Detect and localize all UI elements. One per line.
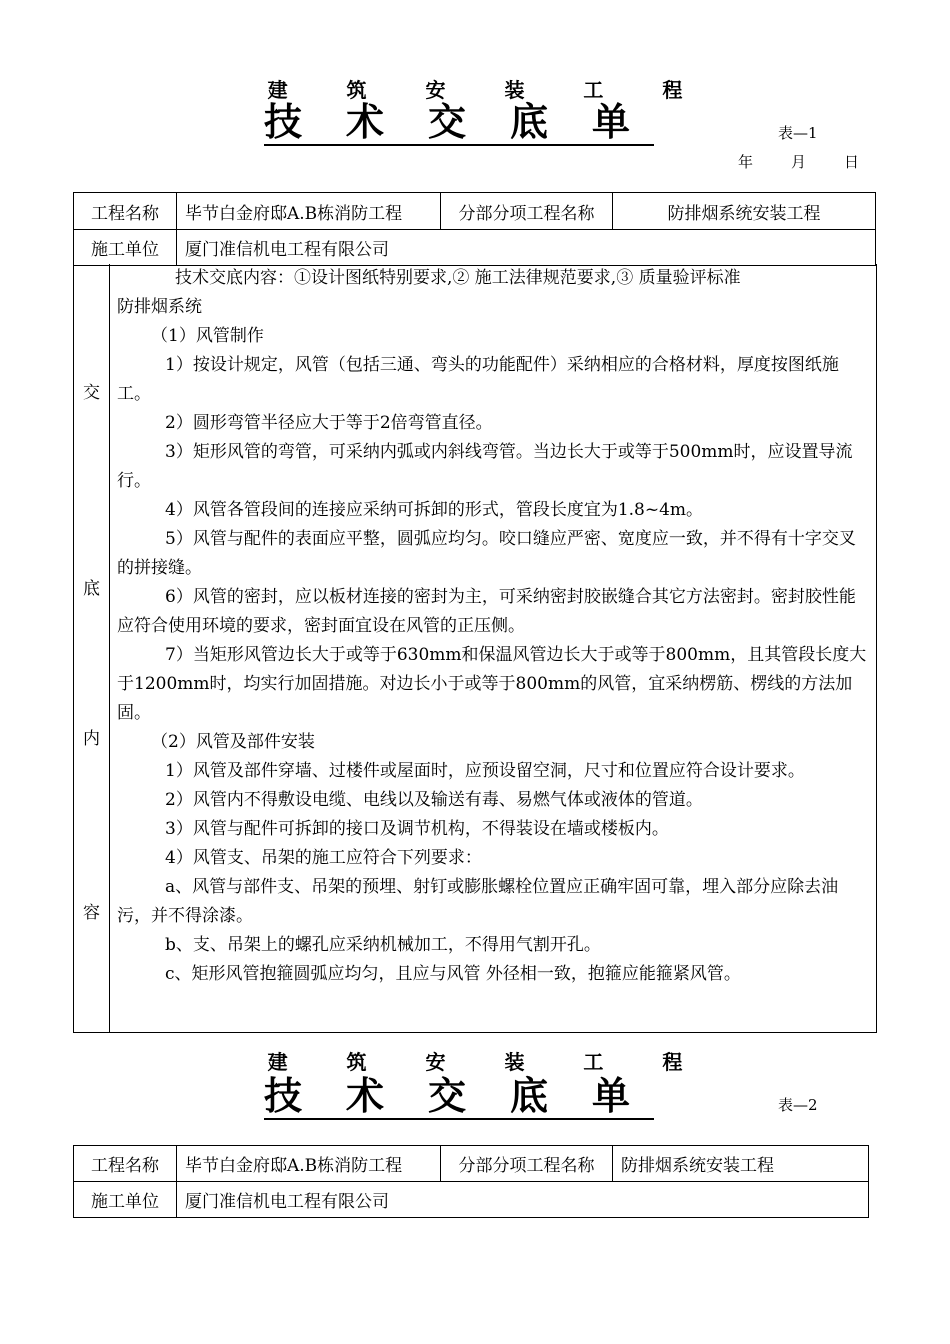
content-divider [109,264,110,1032]
content-item: b、支、吊架上的螺孔应采纳机械加工，不得用气割开孔。 [165,935,601,955]
content-item: 7）当矩形风管边长大于或等于630mm和保温风管边长大于或等于800mm，且其管段长度大于1200mm时，均实行加固措施。对边长小于或等于800mm的风管，宜采纳楞筋、楞线的方法加固。 [117,645,867,723]
sheet2-table [73,1145,869,1218]
sheet1-subtitle: 建 筑 安 装 工 程 [267,78,709,102]
project-name: 毕节白金府邸A.B栋消防工程 [177,193,441,230]
content-item: 3）矩形风管的弯管，可采纳内弧或内斜线弯管。当边长大于或等于500mm时，应设置导流行。 [117,442,853,491]
content-item: 2）风管内不得敷设电缆、电线以及输送有毒、易燃气体或液体的管道。 [165,790,703,810]
sheet2-title: 技术交底单 [264,1073,675,1118]
content-intro: 技术交底内容：①设计图纸特别要求,② 施工法律规范要求,③ 质量验评标准 [175,268,741,288]
content-item: c、矩形风管抱箍圆弧应均匀，且应与风管 外径相一致，抱箍应能箍紧风管。 [165,964,741,984]
content-section-1: （1）风管制作 [151,326,264,346]
date-month: 月 [791,153,807,171]
sheet1-title: 技术交底单 [264,99,675,144]
label-project-name: 工程名称 [74,193,177,230]
date-day: 日 [844,153,860,171]
side-char-2: 底 [83,579,100,599]
sheet2-row-unit [74,1182,869,1218]
label-sub-project: 分部分项工程名称 [441,193,613,230]
content-item: 4）风管各管段间的连接应采纳可拆卸的形式，管段长度宜为1.8~4m。 [165,500,704,520]
sheet1-content-box [73,264,877,1033]
sheet2-table-no: 表—2 [778,1096,818,1114]
content-item: 1）按设计规定，风管（包括三通、弯头的功能配件）采纳相应的合格材料，厚度按图纸施工。 [117,355,839,404]
content-item: 2）圆形弯管半径应大于等于2倍弯管直径。 [165,413,493,433]
label-construction-unit: 施工单位 [74,230,177,266]
sub-project-name: 防排烟系统安装工程 [613,1146,869,1182]
side-char-4: 容 [83,903,100,923]
label-sub-project: 分部分项工程名称 [441,1146,613,1182]
side-char-3: 内 [83,729,100,749]
content-item: 6）风管的密封，应以板材连接的密封为主，可采纳密封胶嵌缝合其它方法密封。密封胶性能应符合使用环境的要求，密封面宜设在风管的正压侧。 [117,587,856,636]
content-text [117,264,869,989]
side-char-1: 交 [83,383,100,403]
label-construction-unit: 施工单位 [74,1182,177,1218]
content-item: 3）风管与配件可拆卸的接口及调节机构，不得装设在墙或楼板内。 [165,819,669,839]
sheet1-table-no: 表—1 [778,124,818,142]
content-item: 5）风管与配件的表面应平整，圆弧应均匀。咬口缝应严密、宽度应一致，并不得有十字交叉的拼接缝。 [117,529,856,578]
content-item: 1）风管及部件穿墙、过楼件或屋面时，应预设留空洞，尺寸和位置应符合设计要求。 [165,761,805,781]
content-section-2: （2）风管及部件安装 [151,732,315,752]
sheet2-row-project [74,1146,869,1182]
sheet1-date [700,151,859,172]
sub-project-name: 防排烟系统安装工程 [613,193,876,230]
date-year: 年 [738,153,754,171]
construction-unit-name: 厦门准信机电工程有限公司 [177,230,876,266]
label-project-name: 工程名称 [74,1146,177,1182]
sheet1-table [73,192,876,266]
sheet1-row-unit [74,230,876,266]
sheet1-row-project [74,193,876,230]
content-item: 4）风管支、吊架的施工应符合下列要求： [165,848,482,868]
content-system: 防排烟系统 [117,297,202,317]
project-name: 毕节白金府邸A.B栋消防工程 [177,1146,441,1182]
content-item: a、风管与部件支、吊架的预埋、射钉或膨胀螺栓位置应正确牢固可靠，埋入部分应除去油污，并不得涂漆。 [117,877,839,926]
construction-unit-name: 厦门准信机电工程有限公司 [177,1182,869,1218]
sheet2-subtitle: 建 筑 安 装 工 程 [267,1050,709,1074]
